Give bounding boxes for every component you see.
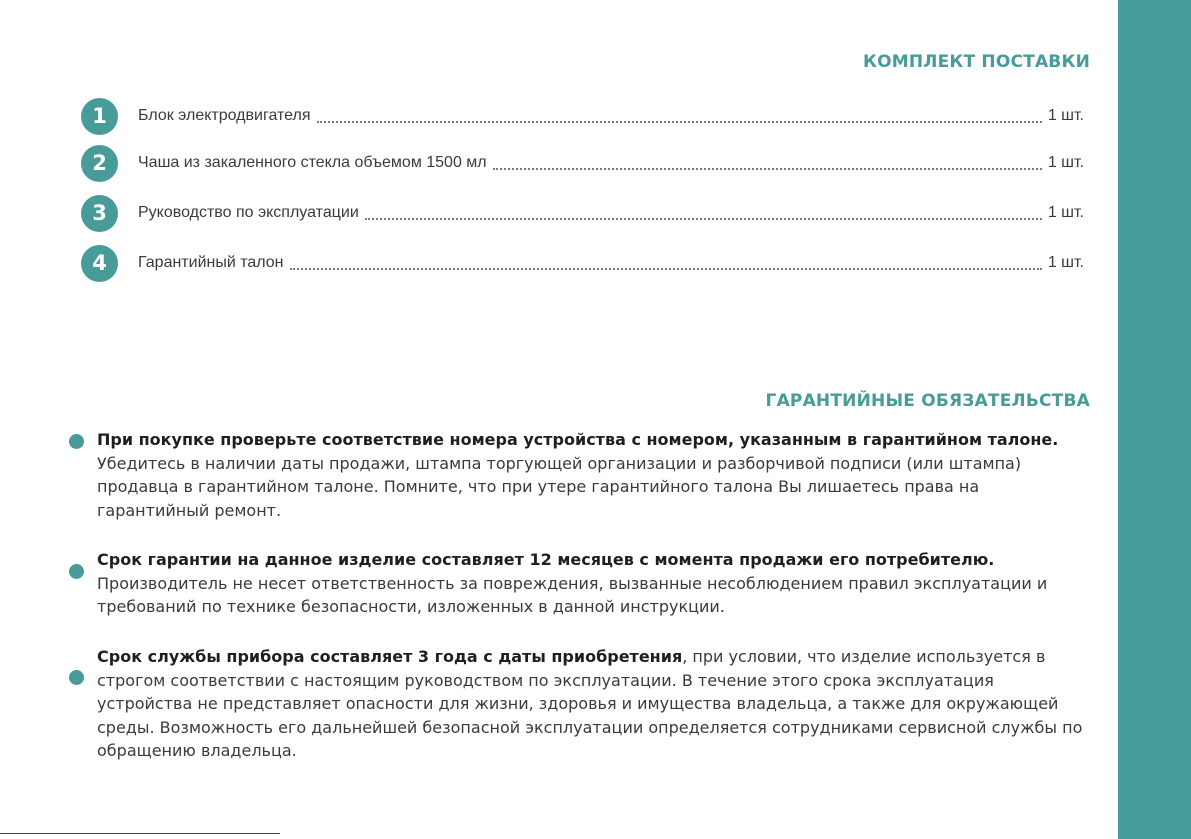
number-badge: 2 <box>81 145 118 182</box>
warranty-item <box>97 548 1087 619</box>
kit-item-label: Руководство по эксплуатации <box>138 204 359 221</box>
kit-section-title: КОМПЛЕКТ ПОСТАВКИ <box>862 52 1090 72</box>
warranty-section-title: ГАРАНТИЙНЫЕ ОБЯЗАТЕЛЬСТВА <box>765 391 1090 411</box>
kit-item-quantity: 1 шт. <box>1047 154 1084 171</box>
dot-leader <box>493 164 1042 170</box>
kit-item-label: Гарантийный талон <box>138 254 284 271</box>
kit-item-quantity: 1 шт. <box>1047 254 1084 271</box>
kit-item-label: Чаша из закаленного стекла объемом 1500 мл <box>138 154 487 171</box>
kit-item <box>81 98 1084 134</box>
number-badge: 4 <box>81 245 118 282</box>
dot-leader <box>290 264 1042 270</box>
warranty-item <box>97 645 1087 763</box>
dot-leader <box>365 214 1042 220</box>
warranty-item <box>97 428 1087 522</box>
bullet-dot-icon <box>69 670 84 685</box>
warranty-item-text: Убедитесь в наличии даты продажи, штампа торгующей организации и разборчивой подписи (или штампа) продавца в гарантийном талоне. Помните, что при утере гарантийного талона Вы лишаетесь права на гарантийный ремонт. <box>97 453 1022 520</box>
kit-item <box>81 195 1084 231</box>
kit-item-label: Блок электродвигателя <box>138 107 311 124</box>
kit-item-quantity: 1 шт. <box>1047 204 1084 221</box>
warranty-item-heading: Срок службы прибора составляет 3 года с даты приобретения <box>97 647 683 666</box>
side-color-bar <box>1118 0 1191 839</box>
warranty-item-heading: Срок гарантии на данное изделие составляет 12 месяцев с момента продажи его потребителю. <box>97 550 995 569</box>
warranty-item-text: , при условии, что изделие используется в строгом соответствии с настоящим руководством по эксплуатации. В течение этого срока эксплуатация устройства не представляет опасности для жизни, здоровья и имущества владельца, а также для окружающей среды. Возможность его дальнейшей безопасной эксплуатации определяется сотрудниками сервисной службы по обращению владельца. <box>97 647 1083 760</box>
footer-rule <box>0 833 280 834</box>
kit-item-quantity: 1 шт. <box>1047 107 1084 124</box>
warranty-item-heading: При покупке проверьте соответствие номера устройства с номером, указанным в гарантийном талоне. <box>97 430 1059 449</box>
warranty-item-text: Производитель не несет ответственность за повреждения, вызванные несоблюдением правил эксплуатации и требований по технике безопасности, изложенных в данной инструкции. <box>97 573 1048 616</box>
bullet-dot-icon <box>69 434 84 449</box>
kit-item <box>81 245 1084 281</box>
number-badge: 1 <box>81 98 118 135</box>
number-badge: 3 <box>81 195 118 232</box>
kit-item <box>81 145 1084 181</box>
dot-leader <box>317 117 1042 123</box>
bullet-dot-icon <box>69 564 84 579</box>
